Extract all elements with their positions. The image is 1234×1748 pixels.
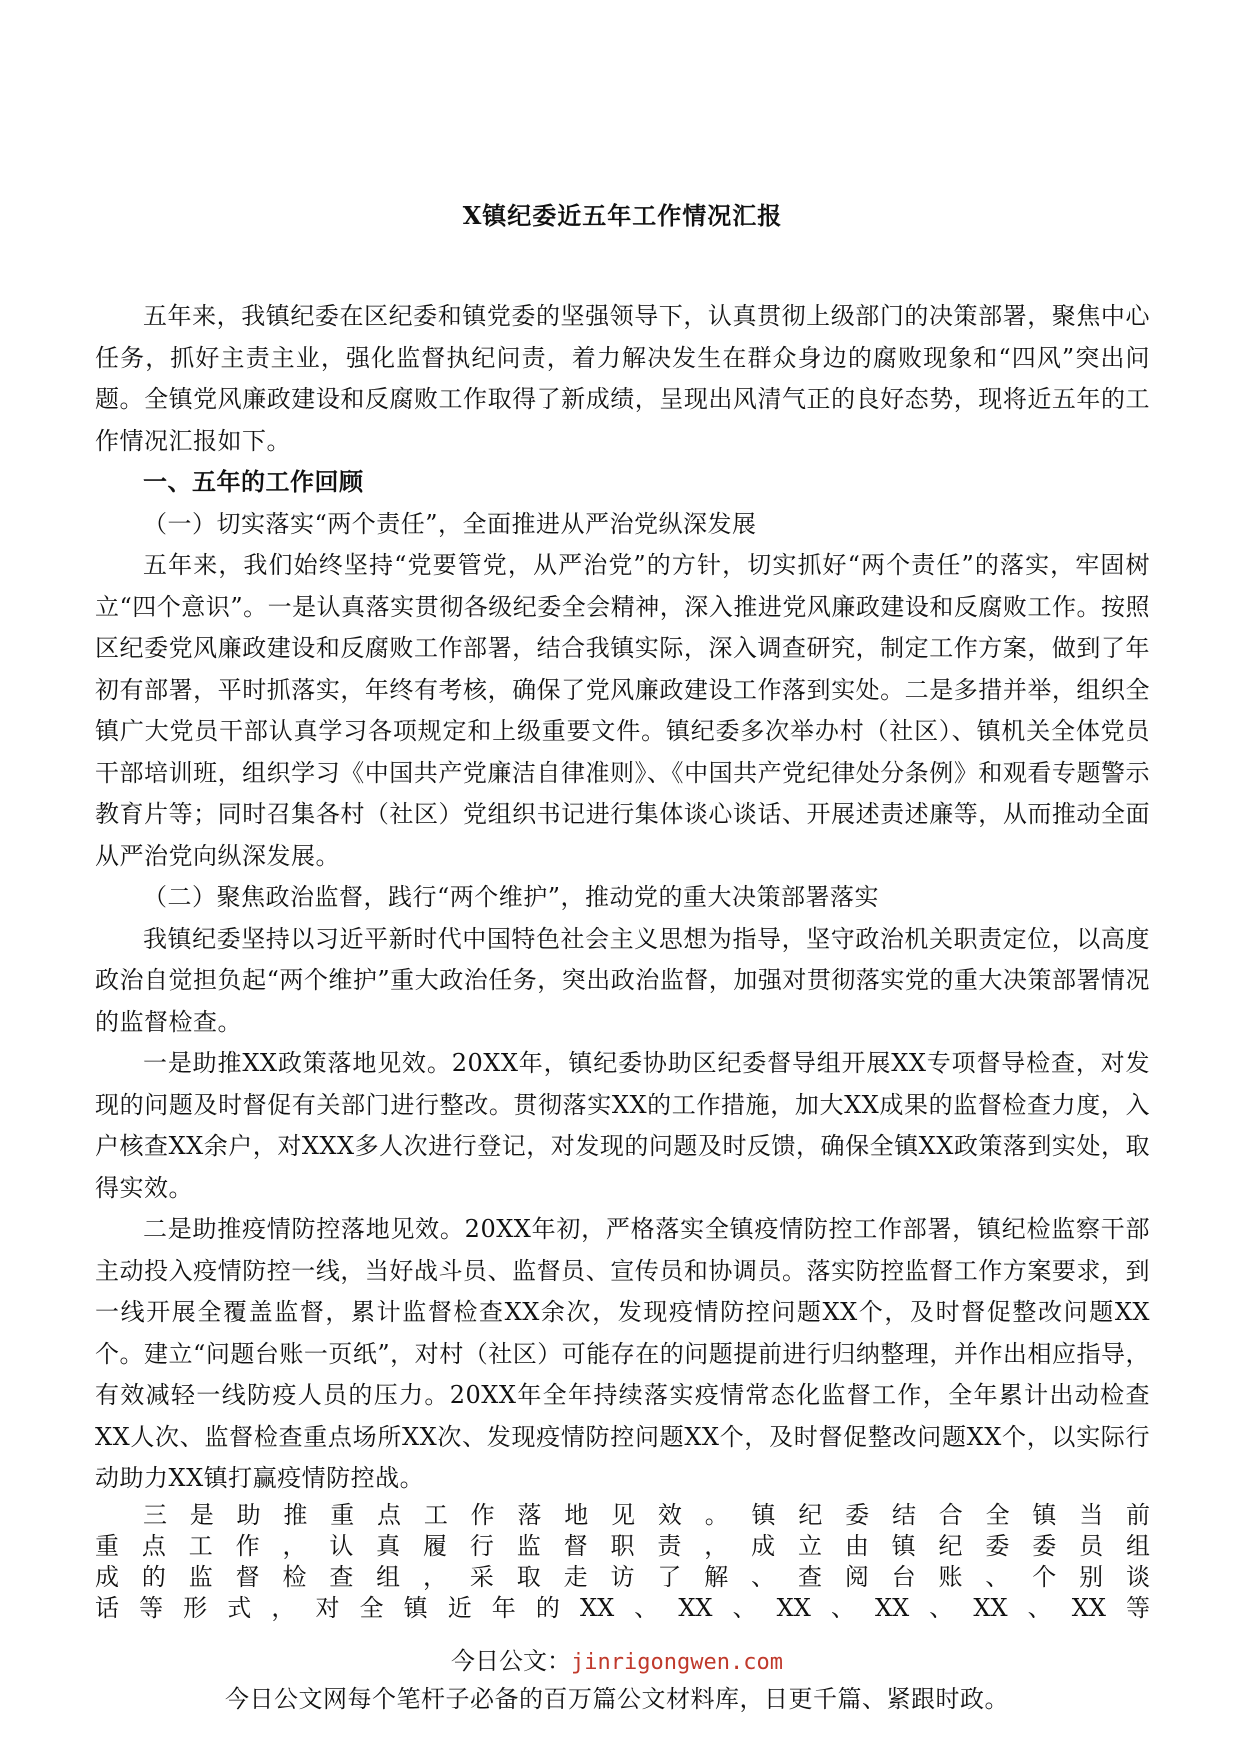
footer-site-label: 今日公文： xyxy=(451,1647,572,1675)
spaced-line: 重点工作，认真履行监督职责，成立由镇纪委委员组 xyxy=(95,1531,1150,1560)
section-heading-review: 一、五年的工作回顾 xyxy=(143,468,364,496)
paragraph-epidemic: 二是助推疫情防控落地见效。20XX年初，严格落实全镇疫情防控工作部署，镇纪检监察干部主动投入疫情防控一线，当好战斗员、监督员、宣传员和协调员。落实防控监督工作方案要求，到一线开展全覆盖监督，累计监督检查XX余次，发现疫情防控问题XX个，及时督促整改问题XX个。建立“问题台账一页纸”，对村（社区）可能存在的问题提前进行归纳整理，并作出相应指导，有效减轻一线防疫人员的压力。20XX年全年持续落实疫情常态化监督工作，全年累计出动检查XX人次、监督检查重点场所XX次、发现疫情防控问题XX个，及时督促整改问题XX个，以实际行动助力XX镇打赢疫情防控战。 xyxy=(95,1215,1150,1492)
paragraph-policy: 一是助推XX政策落地见效。20XX年，镇纪委协助区纪委督导组开展XX专项督导检查，对发现的问题及时督促有关部门进行整改。贯彻落实XX的工作措施，加大XX成果的监督检查力度，入户核查XX余户，对XXX多人次进行登记，对发现的问题及时反馈，确保全镇XX政策落到实处，取得实效。 xyxy=(95,1049,1150,1202)
subsection-heading-responsibility: （一）切实落实“两个责任”，全面推进从严治党纵深发展 xyxy=(143,509,757,538)
paragraph-responsibility: 五年来，我们始终坚持“党要管党，从严治党”的方针，切实抓好“两个责任”的落实，牢固树立“四个意识”。一是认真落实贯彻各级纪委全会精神，深入推进党风廉政建设和反腐败工作。按照区纪委党风廉政建设和反腐败工作部署，结合我镇实际，深入调查研究，制定工作方案，做到了年初有部署，平时抓落实，年终有考核，确保了党风廉政建设工作落到实处。二是多措并举，组织全镇广大党员干部认真学习各项规定和上级重要文件。镇纪委多次举办村（社区）、镇机关全体党员干部培训班，组织学习《中国共产党廉洁自律准则》、《中国共产党纪律处分条例》和观看专题警示教育片等；同时召集各村（社区）党组织书记进行集体谈心谈话、开展述责述廉等，从而推动全面从严治党向纵深发展。 xyxy=(95,551,1150,870)
subsection-heading-supervision: （二）聚焦政治监督，践行“两个维护”，推动党的重大决策部署落实 xyxy=(143,883,880,911)
footer-site-line xyxy=(0,1644,1234,1680)
intro-paragraph: 五年来，我镇纪委在区纪委和镇党委的坚强领导下，认真贯彻上级部门的决策部署，聚焦中心任务，抓好主责主业，强化监督执纪问责，着力解决发生在群众身边的腐败现象和“四风”突出问题。全镇党风廉政建设和反腐败工作取得了新成绩，呈现出风清气正的良好态势，现将近五年的工作情况汇报如下。 xyxy=(95,302,1150,455)
footer-banner xyxy=(0,1644,1234,1718)
document-body xyxy=(95,296,1150,1624)
footer-slogan: 今日公文网每个笔杆子必备的百万篇公文材料库，日更千篇、紧跟时政。 xyxy=(225,1685,1009,1713)
spaced-line: 话等形式，对全镇近年的XX、XX、XX、XX、XX、XX等 xyxy=(95,1593,1150,1622)
spaced-line: 成的监督检查组，采取走访了解、查阅台账、个别谈 xyxy=(95,1562,1150,1591)
footer-site-link[interactable]: jinrigongwen.com xyxy=(571,1650,783,1675)
spaced-line: 三是助推重点工作落地见效。镇纪委结合全镇当前 xyxy=(143,1500,1150,1529)
paragraph-supervision: 我镇纪委坚持以习近平新时代中国特色社会主义思想为指导，坚守政治机关职责定位，以高度政治自觉担负起“两个维护”重大政治任务，突出政治监督，加强对贯彻落实党的重大决策部署情况的监督检查。 xyxy=(95,924,1150,1036)
document-title: X镇纪委近五年工作情况汇报 xyxy=(462,201,783,230)
